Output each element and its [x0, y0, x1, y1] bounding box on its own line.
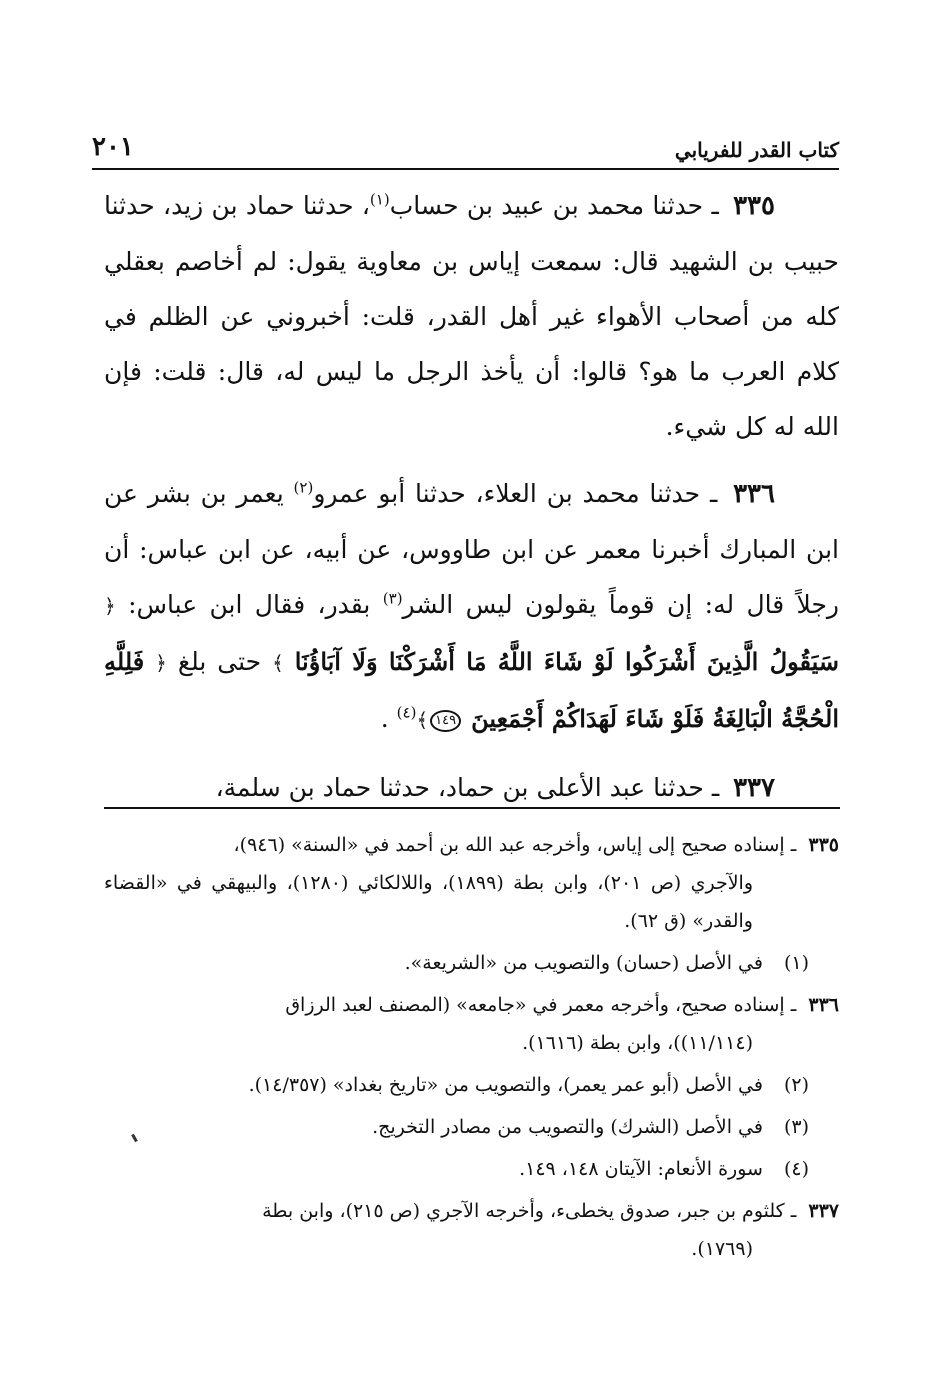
page-number: ٢٠١ [92, 132, 134, 162]
entry-text: يعمر بن بشر عن ابن المبارك أخبرنا معمر عن ابن طاووس، عن أبيه، عن ابن عباس: أن رجلاً قال له: إن قوماً يقولون ليس الشر [104, 479, 840, 619]
entry-text: بقدر، فقال ابن عباس: [128, 590, 371, 619]
entry-dash: ـ [711, 191, 719, 220]
footnote-ref: (١) [369, 190, 390, 209]
entry-335 [104, 178, 839, 454]
entry-text: حدثنا محمد بن العلاء، حدثنا أبو عمرو [313, 479, 701, 508]
footnote-text: (١٧٦٩). [691, 1238, 753, 1260]
book-title: كتاب القدر للفريابي [674, 138, 839, 162]
footnote-ref: (٢) [293, 478, 314, 497]
footnote-entry-337 [104, 1192, 839, 1268]
entry-text: حتى بلغ [177, 647, 262, 676]
quran-close-bracket: ﴾ [272, 651, 284, 675]
footnotes [104, 826, 839, 1272]
footnote-number: (١) [783, 952, 809, 974]
quran-verse: سَيَقُولُ الَّذِينَ أَشْرَكُوا لَوْ شَاءَ اللَّهُ مَا أَشْرَكْنَا وَلَا آبَاؤُنَا [294, 647, 840, 676]
footnote-1 [104, 944, 839, 982]
footnote-number: ٣٣٦ [808, 994, 839, 1016]
footnote-2 [104, 1066, 839, 1104]
ayah-number-marker: ١٤٩ [430, 710, 461, 732]
footnote-dash: ـ [790, 834, 797, 856]
footnote-number: (٣) [783, 1116, 809, 1138]
quran-open-bracket: ﴿ [155, 651, 167, 675]
footnote-entry-336 [104, 986, 839, 1062]
footnote-ref: (٤) [396, 703, 417, 722]
entry-number: ٣٣٧ [733, 773, 775, 803]
entry-number: ٣٣٥ [733, 191, 775, 221]
footnote-text: في الأصل (حسان) والتصويب من «الشريعة». [404, 952, 763, 974]
footnote-dash: ـ [790, 994, 797, 1016]
footnote-dash: ـ [790, 1200, 797, 1222]
footnote-number: (٢) [783, 1074, 809, 1096]
footnote-4 [104, 1150, 839, 1188]
entry-text: . [380, 704, 389, 733]
footnote-text: سورة الأنعام: الآيتان ١٤٨، ١٤٩. [519, 1158, 763, 1180]
entry-text: حدثنا عبد الأعلى بن حماد، حدثنا حماد بن سلمة، [215, 773, 704, 802]
footnote-ref: (٣) [382, 589, 403, 608]
quran-open-bracket: ﴿ [104, 594, 116, 618]
footnote-text: كلثوم بن جبر، صدوق يخطىء، وأخرجه الآجري (ص ٢١٥)، وابن بطة [262, 1200, 785, 1222]
footnote-text: (١١/١١٤))، وابن بطة (١٦١٦). [522, 1032, 753, 1054]
entry-dash: ـ [709, 479, 718, 508]
main-text [104, 178, 839, 828]
entry-336 [104, 466, 839, 748]
footnote-text: إسناده صحيح إلى إياس، وأخرجه عبد الله بن أحمد في «السنة» (٩٤٦)، [233, 834, 785, 856]
footnote-text: والآجري (ص ٢٠١)، وابن بطة (١٨٩٩)، واللالكائي (١٢٨٠)، والبيهقي في «القضاء والقدر» (ق ٦٢). [104, 872, 753, 932]
running-header [92, 126, 839, 170]
footnote-divider [104, 807, 840, 809]
entry-text: حدثنا محمد بن عبيد بن حساب [389, 191, 704, 220]
entry-text: ، حدثنا حماد بن زيد، حدثنا حبيب بن الشهيد قال: سمعت إياس بن معاوية يقول: لم أخاصم بعقلي كله من أصحاب الأهواء غير أهل القدر، قلت: أخبروني عن الظلم في كلام العرب ما هو؟ قالوا: أن يأخذ الرجل ما ليس له، قال: قلت: فإن الله له كل شيء. [104, 191, 840, 441]
footnote-number: (٤) [783, 1158, 809, 1180]
footnote-number: ٣٣٥ [808, 834, 839, 856]
quran-verse: فَلِلَّهِ الْحُجَّةُ الْبَالِغَةُ فَلَوْ شَاءَ لَهَدَاكُمْ أَجْمَعِينَ [104, 647, 839, 733]
footnote-text: في الأصل (الشرك) والتصويب من مصادر التخريج. [372, 1116, 763, 1138]
footnote-number: ٣٣٧ [808, 1200, 839, 1222]
footnote-text: إسناده صحيح، وأخرجه معمر في «جامعه» (المصنف لعبد الرزاق [285, 994, 785, 1016]
quran-close-bracket: ﴾ [416, 708, 429, 732]
entry-dash: ـ [711, 773, 720, 802]
footnote-text: في الأصل (أبو عمر يعمر)، والتصويب من «تاريخ بغداد» (١٤/٣٥٧). [248, 1074, 763, 1096]
footnote-entry-335 [104, 826, 839, 940]
footnote-3 [104, 1108, 839, 1146]
entry-number: ٣٣٦ [733, 479, 775, 509]
